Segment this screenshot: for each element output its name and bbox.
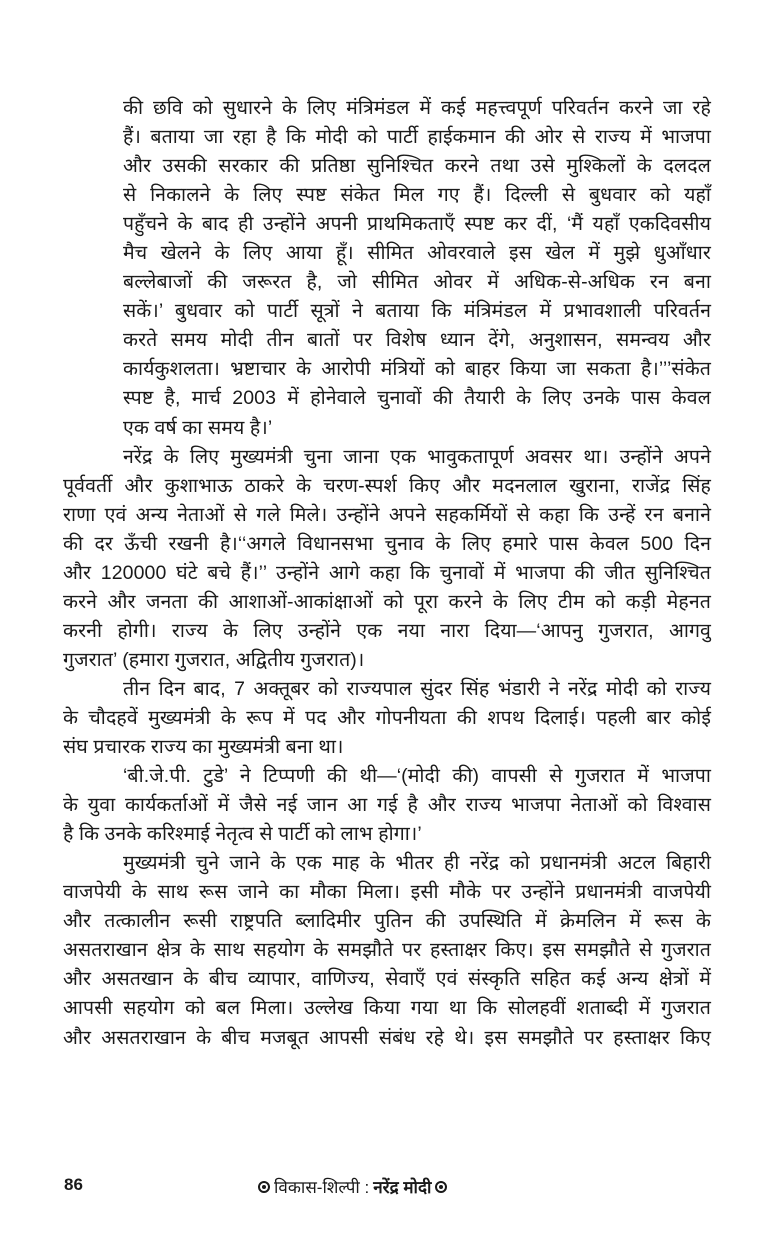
text-line: मुख्यमंत्री चुने जाने के एक माह के भीतर ही नरेंद्र को प्रधानमंत्री अटल बिहारी — [123, 852, 711, 875]
text-line: और असतराखान के बीच मजबूत आपसी संबंध रहे थे। इस समझौते पर हस्ताक्षर किए — [63, 1026, 711, 1049]
text-line: मैच खेलने के लिए आया हूँ। सीमित ओवरवाले इस खेल में मुझे धुआँधार — [123, 242, 711, 265]
text-line: स्पष्ट है, मार्च 2003 में होनेवाले चुनावों की तैयारी के लिए उनके पास केवल — [123, 387, 711, 410]
flower-ornament-icon — [435, 1181, 447, 1193]
text-line: के चौदहवें मुख्यमंत्री के रूप में पद और गोपनीयता की शपथ दिलाई। पहली बार कोई — [63, 706, 711, 729]
text-line: एक वर्ष का समय है।’ — [123, 416, 273, 439]
text-line: पूर्ववर्ती और कुशाभाऊ ठाकरे के चरण-स्पर्श किए और मदनलाल खुराना, राजेंद्र सिंह — [63, 474, 711, 497]
page-footer — [64, 1175, 714, 1201]
text-line: संघ प्रचारक राज्य का मुख्यमंत्री बना था। — [63, 736, 344, 759]
text-line: है कि उनके करिश्माई नेतृत्व से पार्टी को लाभ होगा।’ — [63, 823, 422, 846]
text-line: करने और जनता की आशाओं-आकांक्षाओं को पूरा करने के लिए टीम को कड़ी मेहनत — [63, 590, 711, 613]
running-title — [258, 1175, 447, 1198]
text-line: और 120000 घंटे बचे हैं।’’ उन्होंने आगे कहा कि चुनावों में भाजपा की जीत सुनिश्चित — [63, 561, 711, 584]
text-line: और असतखान के बीच व्यापार, वाणिज्य, सेवाएँ एवं संस्कृति सहित कई अन्य क्षेत्रों में — [63, 968, 711, 991]
text-line: से निकालने के लिए स्पष्ट संकेत मिल गए हैं। दिल्ली से बुधवार को यहाँ — [123, 184, 711, 207]
text-line: राणा एवं अन्य नेताओं से गले मिले। उन्होंने अपने सहकर्मियों से कहा कि उन्हें रन बनाने — [63, 503, 711, 526]
text-line: बल्लेबाजों की जरूरत है, जो सीमित ओवर में अधिक-से-अधिक रन बना — [123, 271, 711, 294]
text-line: और तत्कालीन रूसी राष्ट्रपति ब्लादिमीर पुतिन की उपस्थिति में क्रेमलिन में रूस के — [63, 910, 711, 933]
text-line: गुजरात’ (हमारा गुजरात, अद्वितीय गुजरात)। — [63, 648, 365, 671]
text-line: पहुँचने के बाद ही उन्होंने अपनी प्राथमिकताएँ स्पष्ट कर दीं, ‘मैं यहाँ एकदिवसीय — [123, 213, 711, 236]
text-line: की दर ऊँची रखनी है।‘‘अगले विधानसभा चुनाव के लिए हमारे पास केवल 500 दिन — [63, 532, 711, 555]
text-line: असतराखान क्षेत्र के साथ सहयोग के समझौते पर हस्ताक्षर किए। इस समझौते से गुजरात — [63, 939, 711, 962]
text-line: कार्यकुशलता। भ्रष्टाचार के आरोपी मंत्रियों को बाहर किया जा सकता है।’’’संकेत — [123, 358, 711, 381]
text-line: आपसी सहयोग को बल मिला। उल्लेख किया गया था कि सोलहवीं शताब्दी में गुजरात — [63, 997, 711, 1020]
text-line: के युवा कार्यकर्ताओं में जैसे नई जान आ गई है और राज्य भाजपा नेताओं को विश्वास — [63, 794, 711, 817]
text-line: करते समय मोदी तीन बातों पर विशेष ध्यान देंगे, अनुशासन, समन्वय और — [123, 329, 711, 352]
text-line: और उसकी सरकार की प्रतिष्ठा सुनिश्चित करने तथा उसे मुश्किलों के दलदल — [123, 155, 711, 178]
book-title-prefix: विकास-शिल्पी : — [274, 1178, 370, 1197]
body-text — [63, 94, 711, 1053]
text-line: वाजपेयी के साथ रूस जाने का मौका मिला। इसी मौके पर उन्होंने प्रधानमंत्री वाजपेयी — [63, 881, 711, 904]
text-line: ‘बी.जे.पी. टुडे’ ने टिप्पणी की थी—‘(मोदी की) वापसी से गुजरात में भाजपा — [123, 765, 711, 788]
text-line: नरेंद्र के लिए मुख्यमंत्री चुना जाना एक भावुकतापूर्ण अवसर था। उन्होंने अपने — [123, 445, 711, 468]
text-line: तीन दिन बाद, 7 अक्तूबर को राज्यपाल सुंदर सिंह भंडारी ने नरेंद्र मोदी को राज्य — [123, 677, 711, 700]
text-line: सकें।’ बुधवार को पार्टी सूत्रों ने बताया कि मंत्रिमंडल में प्रभावशाली परिवर्तन — [123, 300, 711, 323]
page-number: 86 — [64, 1175, 83, 1194]
text-line: की छवि को सुधारने के लिए मंत्रिमंडल में कई महत्त्वपूर्ण परिवर्तन करने जा रहे — [123, 97, 711, 119]
flower-ornament-icon — [258, 1181, 270, 1193]
text-line: करनी होगी। राज्य के लिए उन्होंने एक नया नारा दिया—‘आपनु गुजरात, आगवु — [63, 619, 711, 642]
text-line: हैं। बताया जा रहा है कि मोदी को पार्टी हाईकमान की ओर से राज्य में भाजपा — [123, 126, 711, 149]
book-title-name: नरेंद्र मोदी — [373, 1178, 432, 1197]
